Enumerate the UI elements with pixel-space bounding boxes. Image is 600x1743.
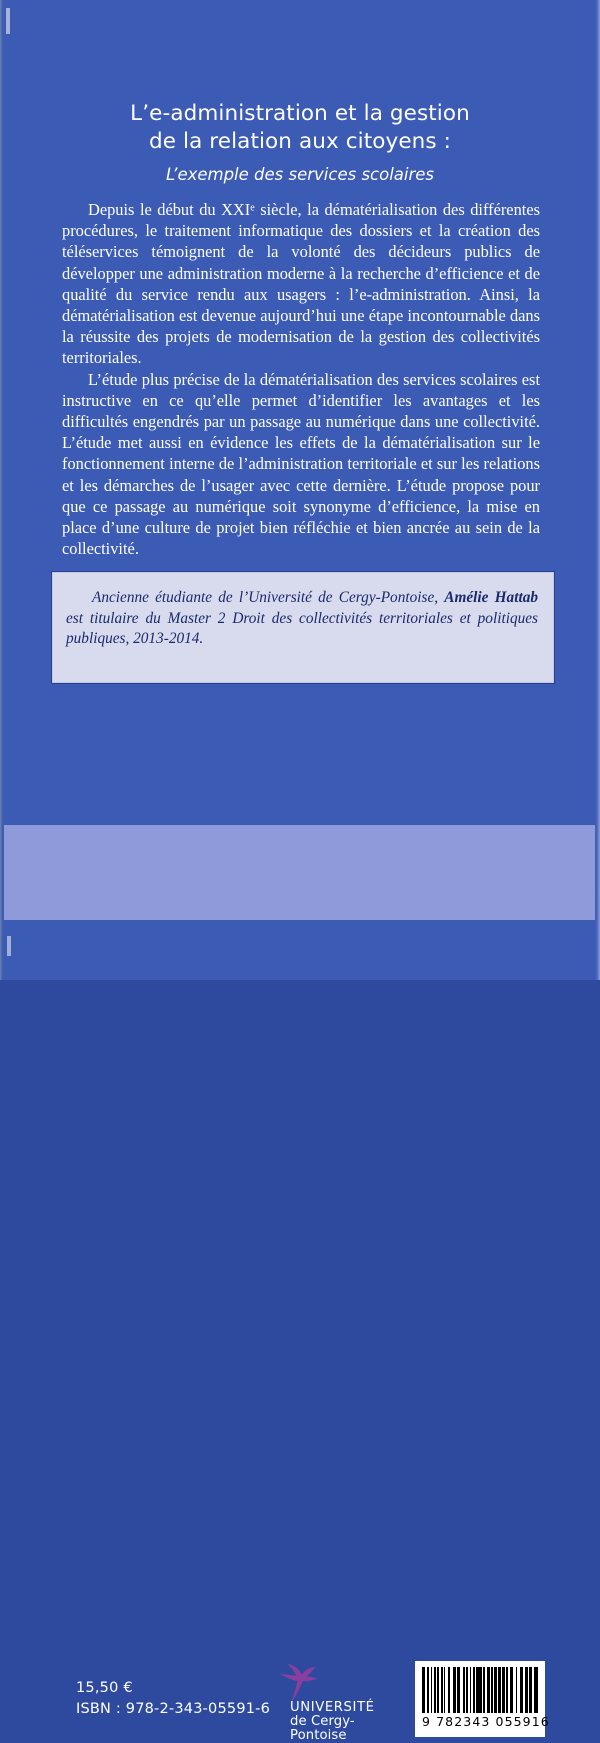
price-label: 15,50 € (76, 1680, 133, 1696)
isbn-label: ISBN : 978-2-343-05591-6 (76, 1701, 271, 1717)
blurb-paragraph-2: L’étude plus précise de la dématérialisation des services scolaires est instructive en ce qu’elle permet d’identifier les avantages et les difficultés engendrés par un passage au numérique dans une collectivité. L’étude met aussi en évidence les effets de la dématérialisation sur le fonctionnement interne de l’administration territoriale et sur les relations et les démarches de l’usager avec cette dernière. L’étude propose pour que ce passage au numérique soit synonyme d’efficience, la mise en place d’une culture de projet bien réfléchie et bien ancrée au sein de la collectivité. (62, 369, 540, 559)
author-name: Amélie Hattab (444, 589, 538, 606)
author-biography-box (51, 571, 555, 684)
footer-band (4, 825, 595, 1743)
blurb-paragraph-1 (62, 199, 540, 369)
cover-right-edge-strip (595, 0, 600, 980)
book-title-block (52, 100, 548, 188)
publisher-name (290, 1701, 402, 1743)
author-note-suffix: est titulaire du Master 2 Droit des collectivités territoriales et politiques publiques, 2013-2014. (66, 609, 538, 648)
barcode-digits: 9 782343 055916 (422, 1714, 550, 1729)
book-subtitle: L’exemple des services scolaires (165, 165, 435, 184)
publisher-name-line-1: UNIVERSITÉ (290, 1700, 375, 1715)
author-note-prefix: Ancienne étudiante de l’Université de Cergy-Pontoise, (92, 589, 445, 606)
cover-edge-nick-bottom (7, 936, 11, 956)
blurb-paragraph-1-part-1: Depuis le début du XXI (88, 200, 251, 219)
back-cover-blurb (62, 199, 540, 559)
author-biography-text (52, 572, 554, 650)
publisher-logo (272, 1661, 402, 1743)
blurb-paragraph-1-part-2: siècle, la dématérialisation des différentes procédures, le traitement informatique des dossiers et la création des téléservices témoignent de la volonté des décideurs publics de développer une administration moderne à la recherche d’efficience et de qualité du service rendu aux usagers : l’e-administration. Ainsi, la dématérialisation est devenue aujourd’hui une étape incontournable dans la réussite des projets de modernisation de la gestion des collectivités territoriales. (62, 200, 540, 368)
isbn-barcode (415, 1661, 550, 1737)
book-title-line-2: de la relation aux citoyens : (149, 129, 451, 154)
price-and-isbn-block (76, 1678, 270, 1720)
century-superscript: e (250, 202, 255, 214)
cover-edge-nick-top (6, 8, 10, 34)
publisher-name-line-2: de Cergy-Pontoise (290, 1714, 355, 1743)
university-bird-mark-icon (276, 1661, 322, 1705)
barcode-bars (422, 1667, 538, 1713)
book-title-line-1: L’e-administration et la gestion (130, 101, 470, 126)
